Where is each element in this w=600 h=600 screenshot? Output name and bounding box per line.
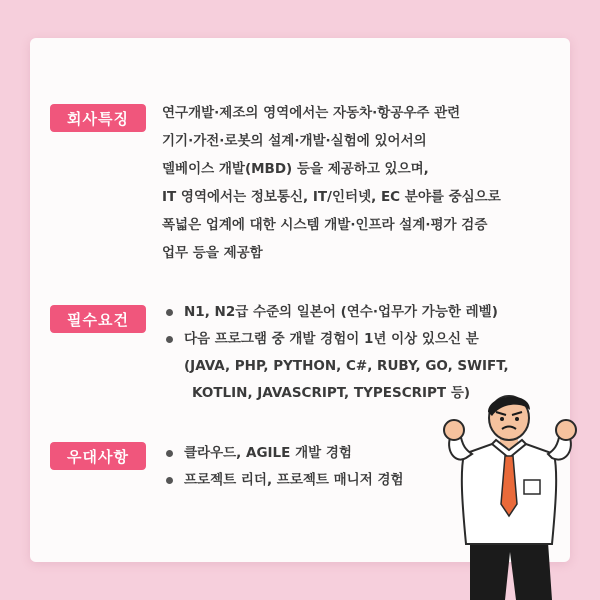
- required-item-continuation: KOTLIN, JAVASCRIPT, TYPESCRIPT 등): [192, 385, 471, 401]
- company-line: 기기·가전·로봇의 설계·개발·실험에 있어서의: [162, 133, 427, 149]
- company-badge: 회사특징: [50, 104, 146, 132]
- company-line: 폭넓은 업계에 대한 시스템 개발·인프라 설계·평가 검증: [162, 217, 488, 233]
- bullet-icon: [166, 450, 173, 457]
- required-list: [162, 299, 564, 407]
- company-line: 델베이스 개발(MBD) 등을 제공하고 있으며,: [162, 161, 429, 177]
- required-item-text: 다음 프로그램 중 개발 경험이 1년 이상 있으신 분: [184, 331, 479, 347]
- company-description: [162, 99, 558, 267]
- bullet-icon: [166, 477, 173, 484]
- preferred-item-text: 프로젝트 리더, 프로젝트 매니저 경험: [184, 472, 404, 488]
- preferred-badge: 우대사항: [50, 442, 146, 470]
- required-badge: 필수요건: [50, 305, 146, 333]
- cheering-businessman-icon: [430, 392, 590, 600]
- list-item: [162, 299, 564, 326]
- bullet-icon: [166, 309, 173, 316]
- required-item-text: N1, N2급 수준의 일본어 (연수·업무가 가능한 레벨): [184, 304, 498, 320]
- company-line: IT 영역에서는 정보통신, IT/인터넷, EC 분야를 중심으로: [162, 189, 501, 205]
- bullet-icon: [166, 336, 173, 343]
- company-line: 업무 등을 제공함: [162, 245, 263, 261]
- required-item-continuation: (JAVA, PHP, PYTHON, C#, RUBY, GO, SWIFT,: [184, 358, 509, 374]
- preferred-item-text: 클라우드, AGILE 개발 경험: [184, 445, 352, 461]
- list-item: [162, 326, 564, 353]
- company-line: 연구개발·제조의 영역에서는 자동차·항공우주 관련: [162, 105, 461, 121]
